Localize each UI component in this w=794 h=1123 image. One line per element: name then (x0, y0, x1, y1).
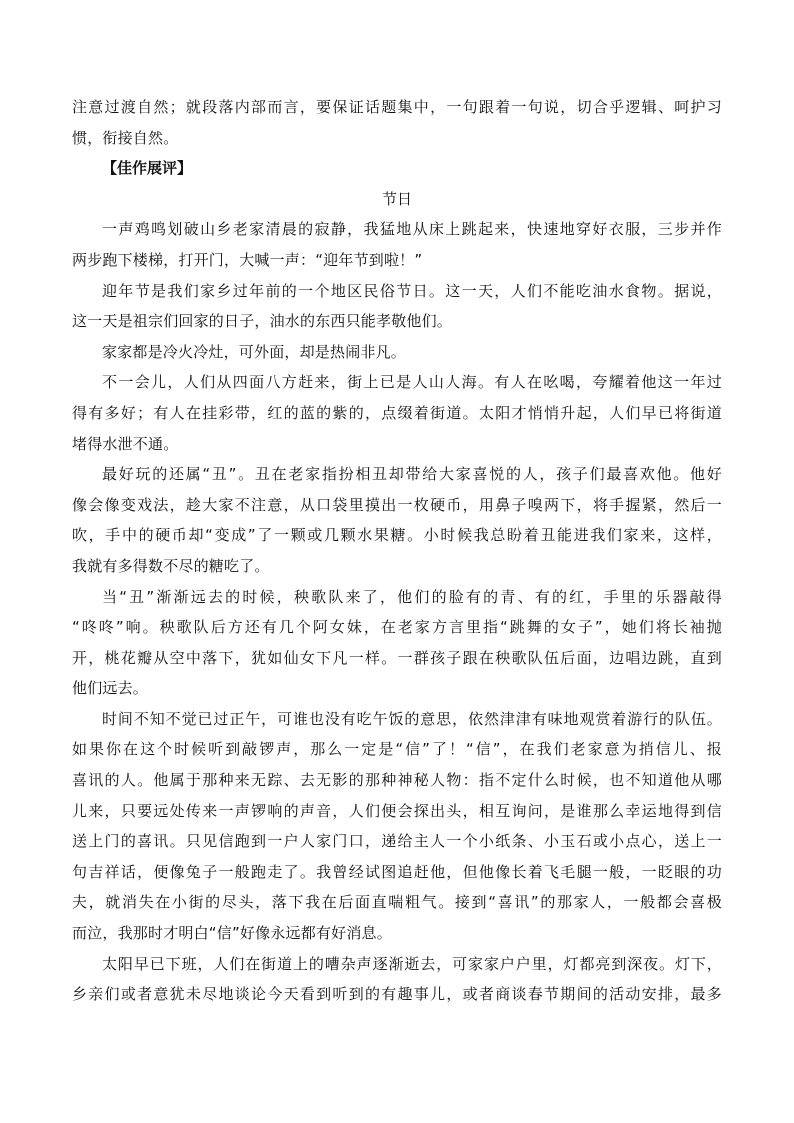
text-line: 不一会儿，人们从四面八方赶来，街上已是人山人海。有人在吆喝，夸耀着他这一年过 (102, 373, 722, 392)
text-line: 堵得水泄不通。 (72, 434, 179, 453)
text-line: 他们远去。 (72, 679, 149, 698)
essay-title: 节日 (381, 189, 412, 208)
text-line: 我就有多得数不尽的糖吃了。 (72, 556, 270, 575)
section-heading: 【佳作展评】 (102, 159, 193, 178)
text-line: 最好玩的还属“丑”。丑在老家指扮相丑却带给大家喜悦的人，孩子们最喜欢他。他好 (102, 465, 722, 484)
text-line: 当“丑”渐渐远去的时候，秧歌队来了，他们的脸有的青、有的红，手里的乐器敲得 (102, 587, 722, 606)
paragraph-5 (72, 459, 722, 581)
text-line: 迎年节是我们家乡过年前的一个地区民俗节日。这一天，人们不能吃油水食物。据说， (102, 281, 722, 300)
paragraph-2 (72, 276, 722, 337)
text-line: 惯，衔接自然。 (72, 128, 179, 147)
text-line: 夫，就消失在小街的尽头，落下我在后面直喘粗气。接到“喜讯”的那家人，一般都会喜极 (72, 893, 722, 912)
text-line: 注意过渡自然；就段落内部而言，要保证话题集中，一句跟着一句说，切合乎逻辑、呵护习 (72, 98, 722, 116)
text-line: 儿来，只要远处传来一声锣响的声音，人们便会探出头，相互询问，是谁那么幸运地得到信 (72, 801, 722, 820)
paragraph-3 (72, 337, 722, 368)
text-line: “咚咚”响。秧歌队后方还有几个阿女妹，在老家方言里指“跳舞的女子”，她们将长袖抛 (72, 618, 722, 637)
text-line: 时间不知不觉已过正午，可谁也没有吃午饭的意思，依然津津有味地观赏着游行的队伍。 (102, 709, 722, 728)
paragraph-6 (72, 582, 722, 704)
intro-paragraph (72, 92, 722, 153)
paragraph-7 (72, 704, 722, 949)
essay-body (72, 214, 722, 1009)
text-line: 乡亲们或者意犹未尽地谈论今天看到听到的有趣事儿，或者商谈春节期间的活动安排，最多 (72, 985, 722, 1004)
text-line: 如果你在这个时候听到敲锣声，那么一定是“信”了！“信”，在我们老家意为捎信儿、报 (72, 740, 722, 759)
text-line: 而泣，我那时才明白“信”好像永远都有好消息。 (72, 924, 392, 943)
text-line: 家家都是冷火冷灶，可外面，却是热闹非凡。 (102, 342, 407, 361)
paragraph-4 (72, 367, 722, 459)
text-line: 两步跑下楼梯，打开门，大喊一声：“迎年节到啦！” (72, 250, 423, 269)
text-line: 喜讯的人。他属于那种来无踪、去无影的那种神秘人物：指不定什么时候，也不知道他从哪 (72, 771, 722, 790)
text-line: 得有多好；有人在挂彩带，红的蓝的紫的，点缀着街道。太阳才悄悄升起，人们早已将街道 (72, 403, 722, 422)
text-line: 像会像变戏法，趁大家不注意，从口袋里摸出一枚硬币，用鼻子嗅两下，将手握紧，然后一 (72, 495, 722, 514)
text-line: 太阳早已下班，人们在街道上的嘈杂声逐渐逝去，可家家户户里，灯都亮到深夜。灯下， (102, 954, 722, 973)
text-line: 开，桃花瓣从空中落下，犹如仙女下凡一样。一群孩子跟在秧歌队伍后面，边唱边跳，直到 (72, 648, 722, 667)
text-line: 句吉祥话，便像兔子一般跑走了。我曾经试图追赶他，但他像长着飞毛腿一般，一眨眼的功 (72, 862, 722, 881)
text-line: 这一天是祖宗们回家的日子，油水的东西只能孝敬他们。 (72, 312, 453, 331)
text-line: 送上门的喜讯。只见信跑到一户人家门口，递给主人一个小纸条、小玉石或小点心，送上一 (72, 832, 722, 851)
document-page (72, 92, 722, 1010)
paragraph-1 (72, 214, 722, 275)
paragraph-8 (72, 949, 722, 1010)
text-line: 吹，手中的硬币却“变成”了一颗或几颗水果糖。小时候我总盼着丑能进我们家来，这样， (72, 526, 722, 545)
text-line: 一声鸡鸣划破山乡老家清晨的寂静，我猛地从床上跳起来，快速地穿好衣服，三步并作 (102, 220, 722, 239)
